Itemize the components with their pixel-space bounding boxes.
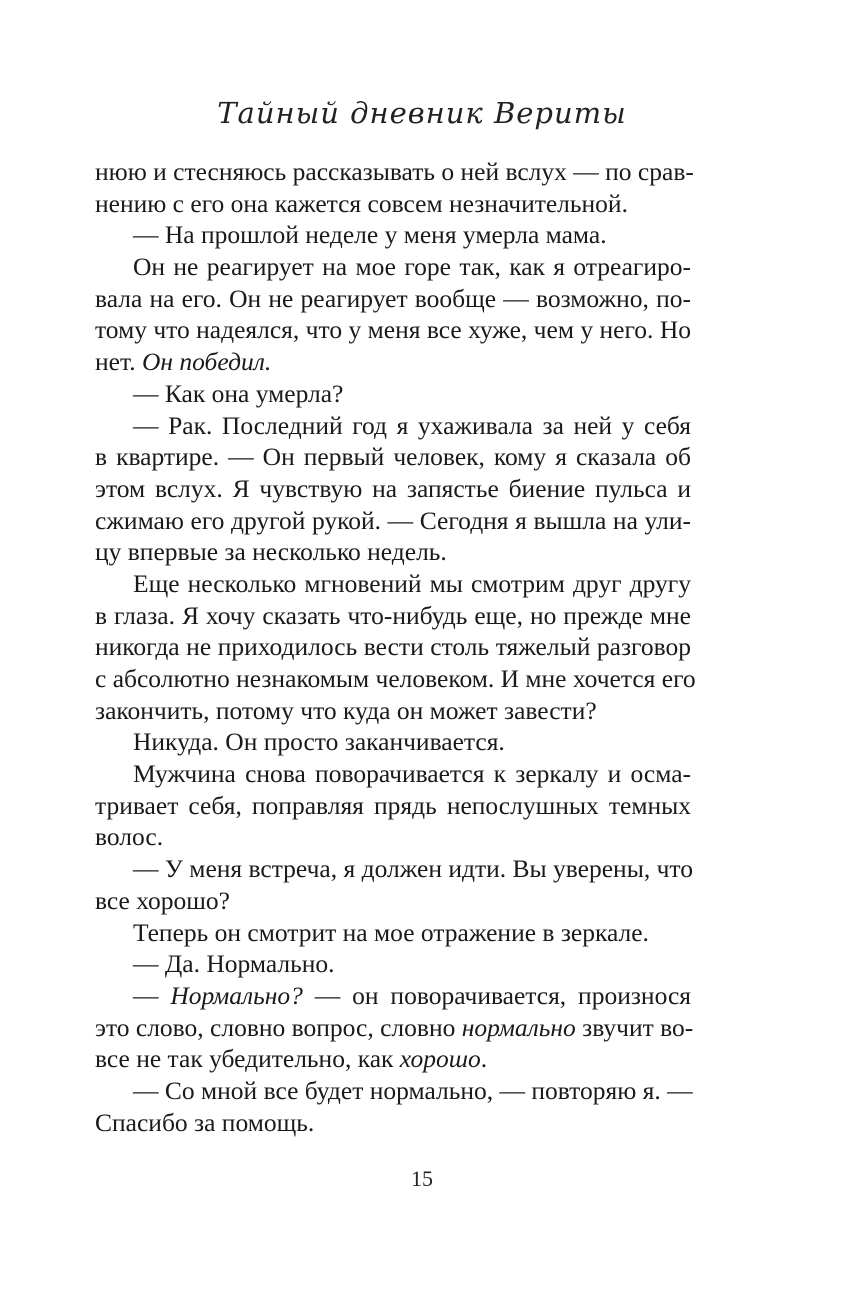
text-span: этом вслух. Я чувствую на запястье биение пульса и	[95, 473, 691, 503]
text-span: нению с его она кажется совсем незначительной.	[95, 188, 628, 218]
text-span: нет.	[95, 347, 142, 377]
text-span: тривает себя, поправляя прядь непослушных темных	[95, 790, 691, 820]
text-line	[95, 726, 691, 758]
text-line	[95, 980, 691, 1012]
text-line	[95, 917, 691, 949]
text-line	[95, 600, 691, 632]
text-span: волос.	[95, 822, 164, 852]
text-span: Еще несколько мгновений мы смотрим друг другу	[133, 568, 691, 598]
text-span: звучит во-	[575, 1012, 694, 1042]
text-span: Теперь он смотрит на мое отражение в зеркале.	[133, 917, 649, 947]
text-line	[95, 821, 691, 853]
text-span: — Рак. Последний год я ухаживала за ней у себя	[133, 410, 691, 440]
text-span: цу впервые за несколько недель.	[95, 537, 447, 567]
text-span: Спасибо за помощь.	[95, 1107, 315, 1137]
text-span: в квартире. — Он первый человек, кому я сказала об	[95, 442, 691, 472]
text-line	[95, 346, 691, 378]
italic-text: Он победил.	[141, 347, 272, 377]
text-span: Мужчина снова поворачивается к зеркалу и осма-	[133, 759, 691, 789]
text-line	[95, 853, 691, 885]
text-line	[95, 505, 691, 537]
text-span: в глаза. Я хочу сказать что-нибудь еще, но прежде мне	[95, 600, 691, 630]
text-line	[95, 948, 691, 980]
text-span: с абсолютно незнакомым человеком. И мне хочется его	[95, 664, 696, 693]
italic-text: нормально	[461, 1012, 576, 1042]
text-span: нюю и стесняюсь рассказывать о ней вслух — по срав-	[95, 157, 694, 186]
text-line	[95, 885, 691, 917]
text-line	[95, 1012, 694, 1044]
text-line	[95, 758, 691, 790]
text-span: —	[133, 980, 171, 1010]
text-line	[95, 695, 691, 727]
text-line	[95, 410, 691, 442]
italic-text: Нормально?	[170, 980, 303, 1010]
running-head: Тайный дневник Вериты	[217, 96, 627, 130]
text-line	[95, 1075, 691, 1107]
text-span: тому что надеялся, что у меня все хуже, чем у него. Но	[95, 315, 691, 345]
text-span: — У меня встреча, я должен идти. Вы уверены, что	[133, 854, 693, 884]
text-line	[95, 441, 691, 473]
text-span: — Да. Нормально.	[133, 949, 335, 979]
text-span: Никуда. Он просто заканчивается.	[133, 727, 505, 757]
text-span: все хорошо?	[95, 885, 230, 915]
text-line	[95, 251, 691, 283]
text-line	[95, 631, 691, 663]
text-line	[95, 1107, 691, 1139]
text-line	[95, 568, 691, 600]
text-span: сжимаю его другой рукой. — Сегодня я вышла на ули-	[95, 505, 691, 535]
text-line	[95, 378, 691, 410]
body-text	[95, 156, 696, 1138]
text-span: — Со мной все будет нормально, — повторяю я. —	[133, 1075, 693, 1105]
text-span: это слово, словно вопрос, словно	[95, 1012, 462, 1042]
text-line	[95, 473, 691, 505]
text-span: — Как она умерла?	[133, 378, 344, 408]
text-span: никогда не приходилось вести столь тяжелый разговор	[95, 632, 691, 662]
text-line	[95, 156, 694, 188]
text-span: Он не реагирует на мое горе так, как я отреагиро-	[133, 252, 691, 282]
text-span: .	[480, 1044, 488, 1074]
text-line	[95, 790, 691, 822]
text-span: вала на его. Он не реагирует вообще — возможно, по-	[95, 283, 691, 313]
italic-text: хорошо	[399, 1044, 481, 1074]
text-line	[95, 188, 691, 220]
text-line	[95, 314, 691, 346]
text-line	[95, 283, 691, 315]
text-line	[95, 536, 691, 568]
text-span: все не так убедительно, как	[95, 1044, 400, 1074]
page-number: 15	[411, 1166, 433, 1191]
text-line	[95, 1043, 691, 1075]
text-line	[95, 219, 691, 251]
text-span: — он поворачивается, произнося	[302, 980, 691, 1010]
text-span: закончить, потому что куда он может завести?	[95, 695, 597, 725]
text-span: — На прошлой неделе у меня умерла мама.	[133, 220, 607, 250]
text-line	[95, 663, 696, 695]
